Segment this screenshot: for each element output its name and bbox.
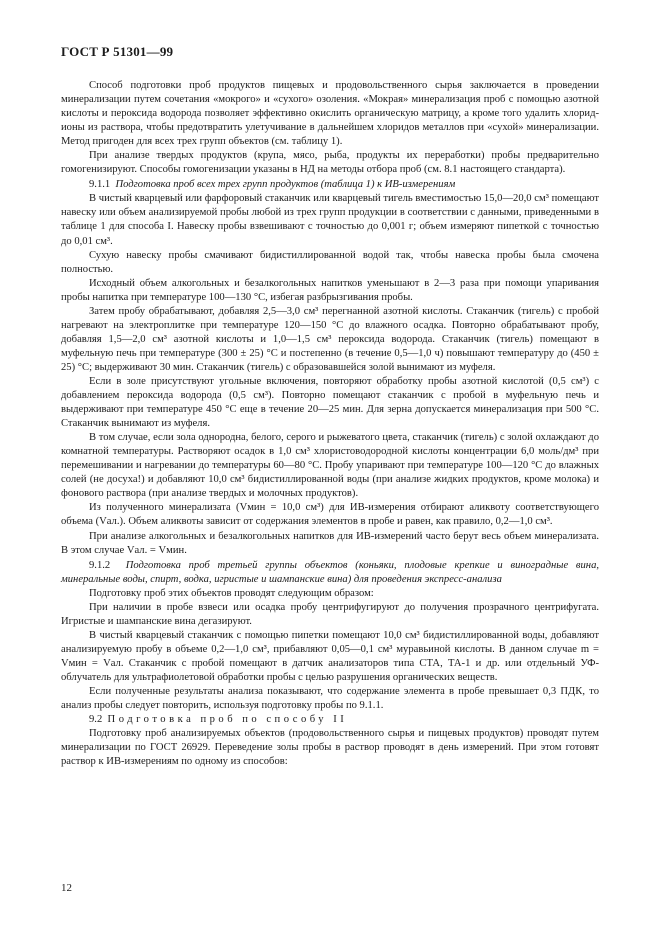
paragraph: При анализе твердых продуктов (крупа, мясо, рыба, продукты их переработки) пробы предварительно гомогенизируют. Способы гомогенизации указаны в НД на методы отбора проб (см. 8.1 настоящего стандарта).: [61, 150, 599, 176]
paragraph: Подготовку проб этих объектов проводят следующим образом:: [89, 587, 374, 599]
paragraph: Подготовку проб анализируемых объектов (продовольственного сырья и пищевых продуктов) проводят путем минерализации по ГОСТ 26929. Переведение золы пробы в раствор проводят в день измерений. При этом готовят раствор к ИВ-измерениям по одному из способов:: [61, 728, 599, 768]
paragraph: Сухую навеску пробы смачивают бидистиллированной водой так, чтобы навеска пробы была смочена полностью.: [61, 249, 599, 275]
paragraph: Если полученные результаты анализа показывают, что содержание элемента в пробе превышает 0,3 ПДК, то анализ пробы следует повторить, используя подготовку пробы по 9.1.1.: [61, 686, 599, 712]
section-number: 9.1.1: [89, 179, 111, 191]
standard-header: ГОСТ Р 51301—99: [61, 44, 174, 59]
section-number: 9.1.2: [89, 559, 111, 571]
subsection-heading: [61, 559, 599, 587]
paragraph: Если в золе присутствуют угольные включения, повторяют обработку пробы азотной кислотой (0,5 см³) с добавлением пероксида водорода (0,5 см³). Повторно помещают стаканчик с пробой в муфельную печь и выдерживают при температуре 450 °С еще в течение 20—25 мин. Для зерна допускается минерализация при 500 °С. Стаканчик вынимают из муфеля.: [61, 375, 599, 430]
paragraph: При наличии в пробе взвеси или осадка пробу центрифугируют до получения прозрачного центрифугата. Игристые и шампанские вина дегазируют.: [61, 601, 599, 627]
section-heading: [61, 713, 599, 727]
subsection-heading: [61, 178, 599, 192]
section-title: Подготовка проб по способу II: [107, 714, 348, 726]
paragraph: В чистый кварцевый или фарфоровый стаканчик или кварцевый тигель вместимостью 15,0—20,0 см³ помещают навеску или объем анализируемой пробы любой из трех групп продукции в соответствии с данными, приведенными в таблице 1 для способа I. Навеску пробы взвешивают с точностью до 0,001 г; объем измеряют пипеткой с точностью до 0,01 см³.: [61, 193, 599, 247]
paragraph: При анализе алкогольных и безалкогольных напитков для ИВ-измерений часто берут весь объем минерализата. В этом случае Vал. = Vмин.: [61, 530, 599, 556]
paragraph: В чистый кварцевый стаканчик с помощью пипетки помещают 10,0 см³ бидистиллированной воды, добавляют анализируемую пробу в объеме 0,2—1,0 см³, прибавляют 0,05—0,1 см³ муравьиной кислоты. В данном случае m = Vмин = Vал. Стаканчик с пробой помещают в датчик анализаторов типа СТА, ТА-1 и др. или отдельный УФ-облучатель для ультрафиолетовой обработки пробы с целью разрушения органических веществ.: [61, 629, 599, 683]
paragraph: Исходный объем алкогольных и безалкогольных напитков уменьшают в 2—3 раза при помощи упаривания пробы напитка при температуре 100—130 °С, избегая разбрызгивания пробы.: [61, 277, 599, 303]
section-number: 9.2: [89, 714, 103, 726]
paragraph: Способ подготовки проб продуктов пищевых и продовольственного сырья заключается в проведении минерализации путем сочетания «мокрого» и «сухого» озоления. «Мокрая» минерализация проб с помощью азотной кислоты и пероксида водорода позволяет эффективно окислить органическую матрицу, а кроме того удалить хлорид-ионы из раствора, чтобы предотвратить улетучивание в дальнейшем хлоридов металлов при «сухой» минерализации. Метод пригоден для всех трех групп объектов (см. таблицу 1).: [61, 80, 599, 148]
section-title: Подготовка проб всех трех групп продуктов (таблица 1) к ИВ-измерениям: [115, 179, 456, 191]
page-number: 12: [61, 882, 72, 894]
paragraph: В том случае, если зола однородна, белого, серого и рыжеватого цвета, стаканчик (тигель) с золой охлаждают до комнатной температуры. Растворяют осадок в 1,0 см³ хлористоводородной кислоты концентрации 6,0 моль/дм³ при перемешивании и нагревании до температуры 60—80 °С. Пробу упаривают при температуре 100—120 °С до влажных солей (не досуха!) и добавляют 10,0 см³ бидистиллированной воды (при анализе жидких продуктов, кроме молока) и фонового раствора (при анализе твердых и молочных продуктов).: [61, 432, 599, 500]
paragraph: Затем пробу обрабатывают, добавляя 2,5—3,0 см³ перегнанной азотной кислоты. Стаканчик (тигель) с пробой нагревают на электроплитке при температуре 120—150 °С до влажного осадка. Повторно обрабатывают пробу, добавляя 1,5—2,0 см³ азотной кислоты и 1,0—1,5 см³ пероксида водорода. Стаканчик (тигель) помещают в муфельную печь при температуре (300 ± 25) °С и постепенно (в течение 0,5—1,0 ч) повышают температуру до (450 ± 25) °С; выдерживают 30 мин. Стаканчик (тигель) с образовавшейся золой вынимают из муфеля.: [61, 305, 599, 373]
document-body: [61, 79, 599, 769]
paragraph: Из полученного минерализата (Vмин = 10,0 см³) для ИВ-измерения отбирают аликвоту соответствующего объема (Vал.). Объем аликвоты зависит от содержания элементов в пробе и равен, как правило, 0,2—1,0 см³.: [61, 502, 599, 528]
section-title: Подготовка проб третьей группы объектов (коньяки, плодовые крепкие и виноградные вина, минеральные воды, спирт, водка, игристые и шампанские вина) для проведения экспресс-анализа: [61, 559, 600, 585]
